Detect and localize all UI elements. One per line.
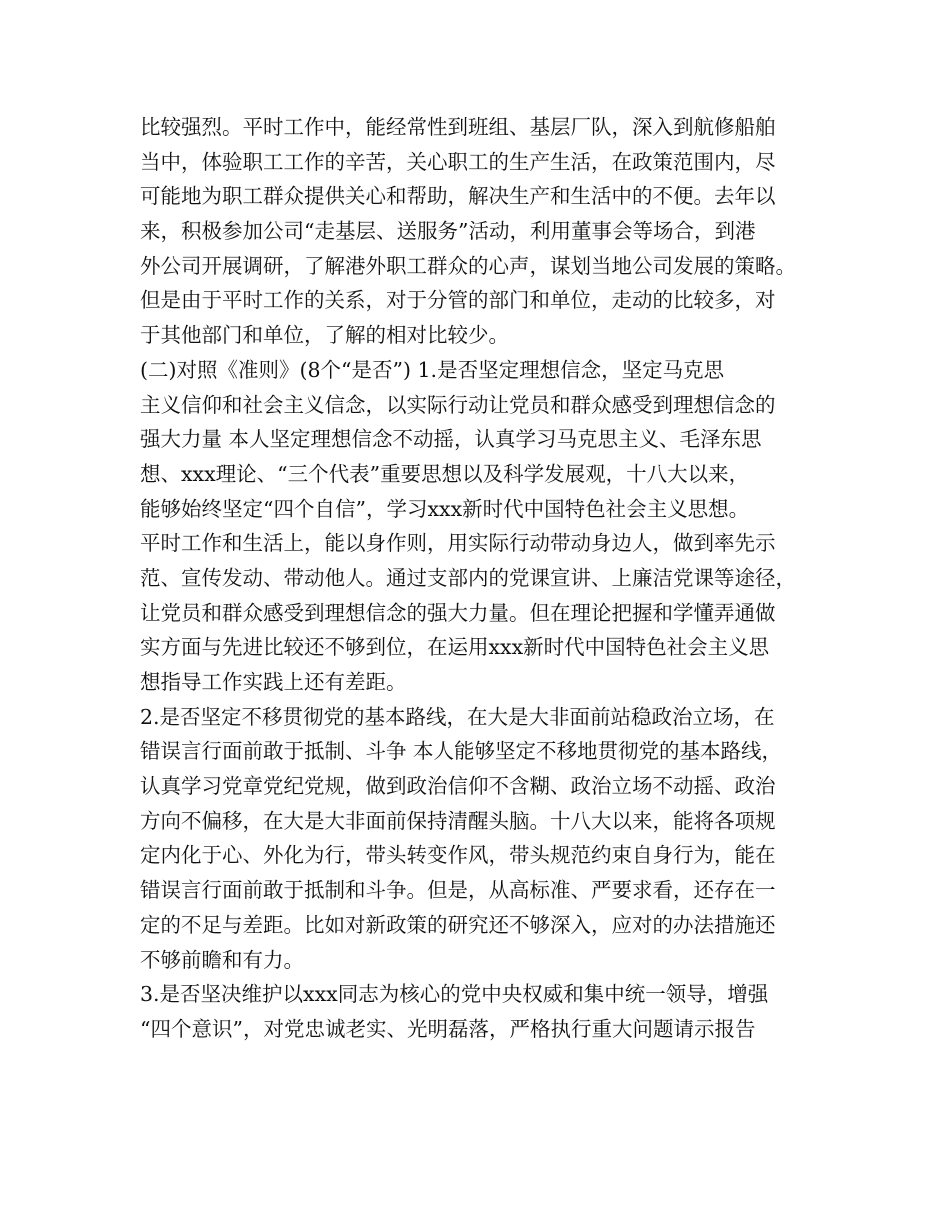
text-line: 可能地为职工群众提供关心和帮助，解决生产和生活中的不便。去年以 <box>140 184 776 209</box>
text-line: 平时工作和生活上，能以身作则，用实际行动带动身边人，做到率先示 <box>140 531 776 556</box>
text-line: “四个意识”，对党忠诚老实、光明磊落，严格执行重大问题请示报告 <box>140 1016 756 1041</box>
text-line: 错误言行面前敢于抵制和斗争。但是，从高标准、严要求看，还存在一 <box>140 878 776 903</box>
text-line: 强大力量 本人坚定理想信念不动摇，认真学习马克思主义、毛泽东思 <box>140 427 762 452</box>
item-2-line: 2.是否坚定不移贯彻党的基本路线，在大是大非面前站稳政治立场，在 <box>140 704 775 729</box>
text-line: 比较强烈。平时工作中，能经常性到班组、基层厂队，深入到航修船舶 <box>140 115 776 139</box>
text-line: 定的不足与差距。比如对新政策的研究还不够深入，应对的办法措施还 <box>140 912 776 937</box>
text-line: 想指导工作实践上还有差距。 <box>140 670 407 694</box>
text-line: 不够前瞻和有力。 <box>140 947 304 972</box>
text-line: 定内化于心、外化为行，带头转变作风，带头规范约束自身行为，能在 <box>140 843 776 868</box>
text-line: 来，积极参加公司“走基层、送服务”活动，利用董事会等场合，到港 <box>140 219 756 244</box>
body-text <box>140 110 820 1047</box>
text-line: 实方面与先进比较还不够到位，在运用xxx新时代中国特色社会主义思 <box>140 635 770 660</box>
item-3-line: 3.是否坚决维护以xxx同志为核心的党中央权威和集中统一领导，增强 <box>140 982 769 1007</box>
text-line: 范、宣传发动、带动他人。通过支部内的党课宣讲、上廉洁党课等途径， <box>140 565 796 590</box>
text-line: 错误言行面前敢于抵制、斗争 本人能够坚定不移地贯彻党的基本路线， <box>140 739 783 764</box>
text-line: 认真学习党章党纪党规，做到政治信仰不含糊、政治立场不动摇、政治 <box>140 774 776 799</box>
text-line: 但是由于平时工作的关系，对于分管的部门和单位，走动的比较多，对 <box>140 288 776 313</box>
text-line: 让党员和群众感受到理想信念的强大力量。但在理论把握和学懂弄通做 <box>140 600 776 625</box>
text-line: 能够始终坚定“四个自信”，学习xxx新时代中国特色社会主义思想。 <box>140 496 750 521</box>
section-heading-line: (二)对照《准则》(8个“是否”) 1.是否坚定理想信念，坚定马克思 <box>140 357 725 382</box>
text-line: 当中，体验职工工作的辛苦，关心职工的生产生活，在政策范围内，尽 <box>140 149 776 174</box>
text-line: 于其他部门和单位，了解的相对比较少。 <box>140 323 509 348</box>
text-line: 外公司开展调研，了解港外职工群众的心声，谋划当地公司发展的策略。 <box>140 253 796 278</box>
text-line: 想、xxx理论、“三个代表”重要思想以及科学发展观，十八大以来， <box>140 461 750 486</box>
text-line: 方向不偏移，在大是大非面前保持清醒头脑。十八大以来，能将各项规 <box>140 808 776 833</box>
text-line: 主义信仰和社会主义信念，以实际行动让党员和群众感受到理想信念的 <box>140 392 776 417</box>
